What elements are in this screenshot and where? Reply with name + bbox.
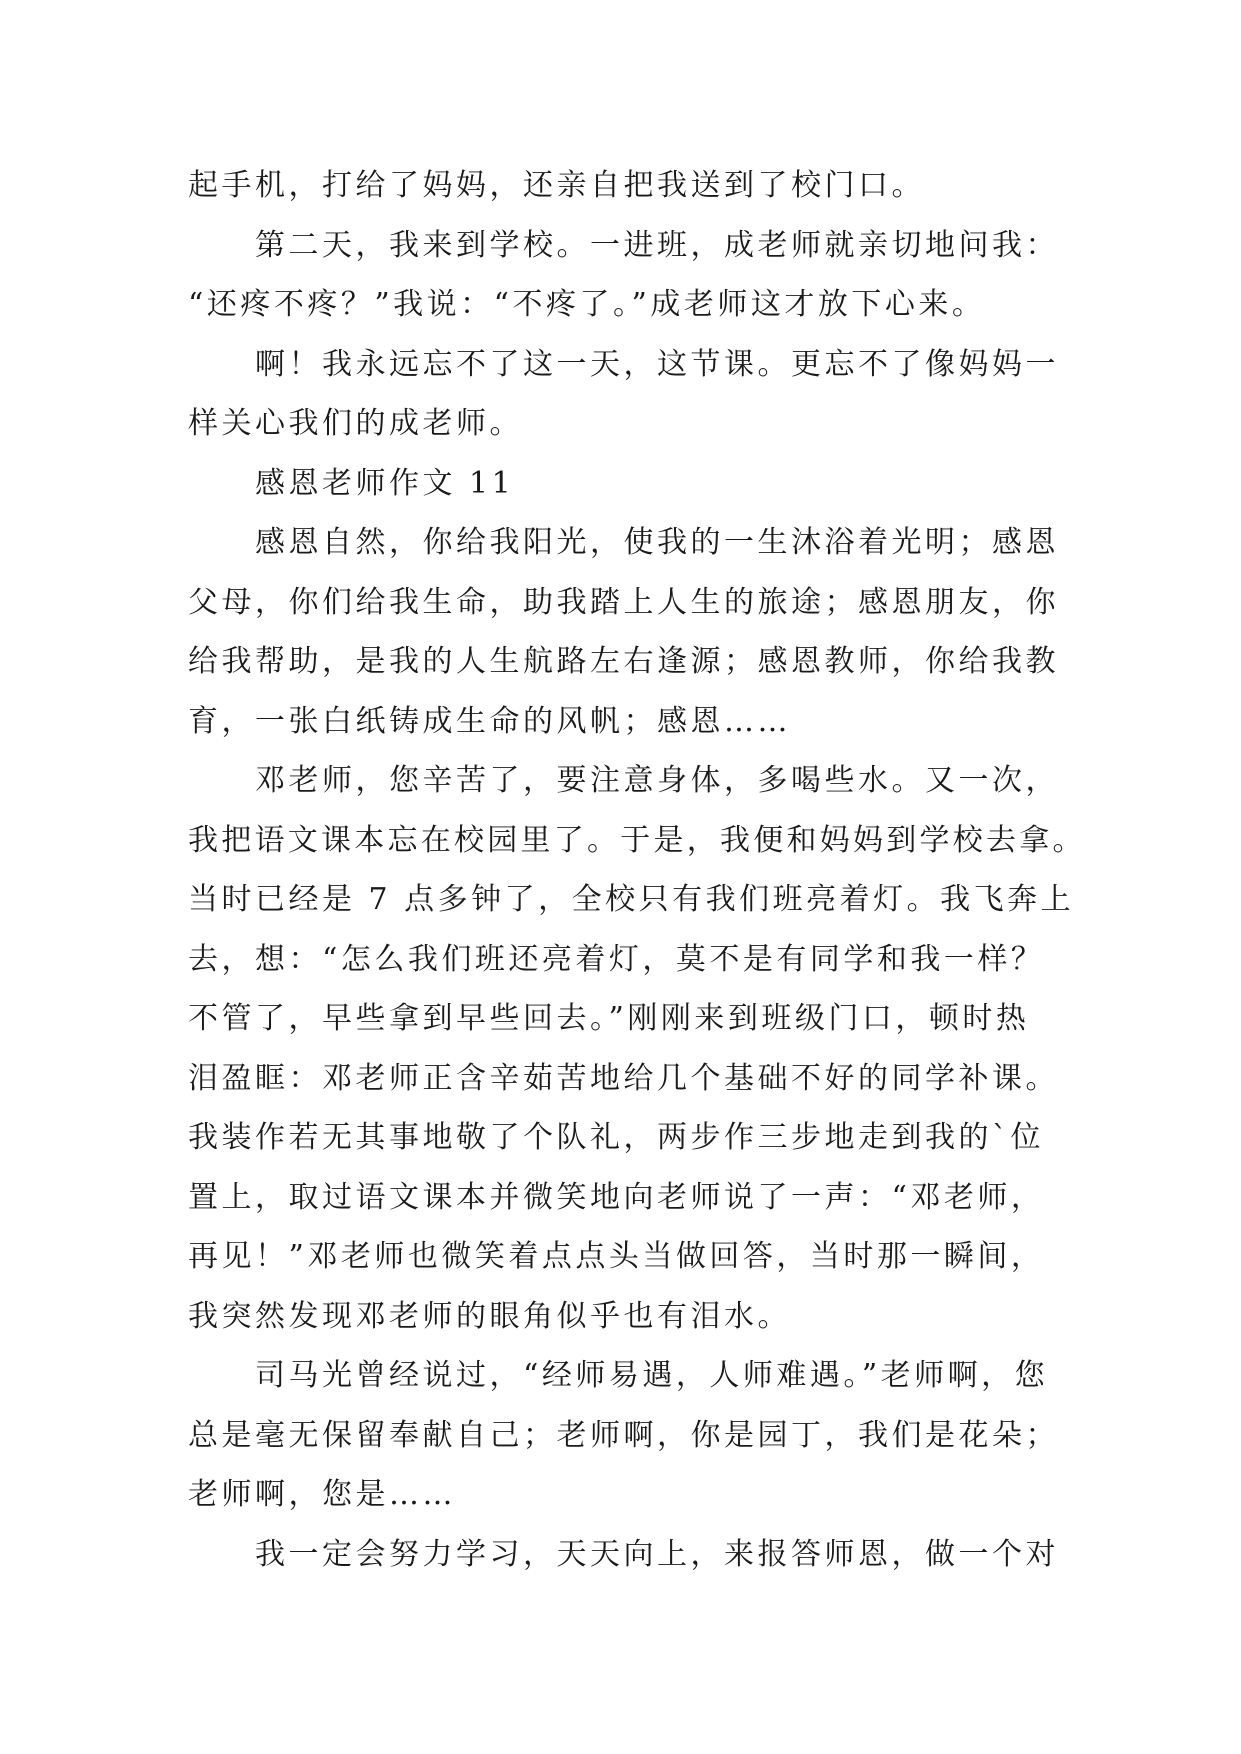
paragraph-line: 起手机，打给了妈妈，还亲自把我送到了校门口。 bbox=[188, 168, 925, 203]
paragraph-line: 当时已经是 7 点多钟了，全校只有我们班亮着灯。我飞奔上 bbox=[188, 882, 1075, 917]
paragraph-line: 我把语文课本忘在校园里了。于是，我便和妈妈到学校去拿。 bbox=[188, 822, 1086, 858]
paragraph-line: 置上，取过语文课本并微笑地向老师说了一声：“邓老师， bbox=[188, 1179, 1045, 1215]
paragraph-line: 泪盈眶：邓老师正含辛茹苦地给几个基础不好的同学补课。 bbox=[188, 1060, 1059, 1096]
paragraph-line: 去，想：“怎么我们班还亮着灯，莫不是有同学和我一样？ bbox=[188, 941, 1045, 977]
paragraph-line: 我一定会努力学习，天天向上，来报答师恩，做一个对 bbox=[188, 1536, 1059, 1572]
paragraph-line: 啊！我永远忘不了这一天，这节课。更忘不了像妈妈一 bbox=[188, 346, 1059, 382]
paragraph-line: 司马光曾经说过，“经师易遇，人师难遇。”老师啊，您 bbox=[188, 1358, 1049, 1393]
paragraph-line: 不管了，早些拿到早些回去。”刚刚来到班级门口，顿时热 bbox=[188, 1001, 1030, 1036]
paragraph-line: 父母，你们给我生命，助我踏上人生的旅途；感恩朋友，你 bbox=[188, 584, 1059, 620]
paragraph-line: 第二天，我来到学校。一进班，成老师就亲切地问我： bbox=[188, 227, 1059, 263]
paragraph-line: 我突然发现邓老师的眼角似乎也有泪水。 bbox=[188, 1298, 791, 1334]
paragraph-line: 我装作若无其事地敬了个队礼，两步作三步地走到我的`位 bbox=[188, 1120, 1044, 1155]
paragraph-line: 总是毫无保留奉献自己；老师啊，你是园丁，我们是花朵； bbox=[188, 1417, 1059, 1453]
paragraph-line: 老师啊，您是…… bbox=[188, 1477, 456, 1512]
essay-heading: 感恩老师作文 11 bbox=[188, 465, 515, 501]
paragraph-line: 再见！”邓老师也微笑着点点头当做回答，当时那一瞬间， bbox=[188, 1239, 1045, 1274]
paragraph-line: 给我帮助，是我的人生航路左右逢源；感恩教师，你给我教 bbox=[188, 644, 1059, 679]
paragraph-line: 样关心我们的成老师。 bbox=[188, 406, 523, 441]
document-body bbox=[188, 156, 1088, 1584]
paragraph-line: 育，一张白纸铸成生命的风帆；感恩…… bbox=[188, 703, 791, 739]
paragraph-line: 邓老师，您辛苦了，要注意身体，多喝些水。又一次， bbox=[188, 763, 1059, 798]
paragraph-line: 感恩自然，你给我阳光，使我的一生沐浴着光明；感恩 bbox=[188, 525, 1059, 560]
paragraph-line: “还疼不疼？”我说：“不疼了。”成老师这才放下心来。 bbox=[188, 287, 986, 322]
